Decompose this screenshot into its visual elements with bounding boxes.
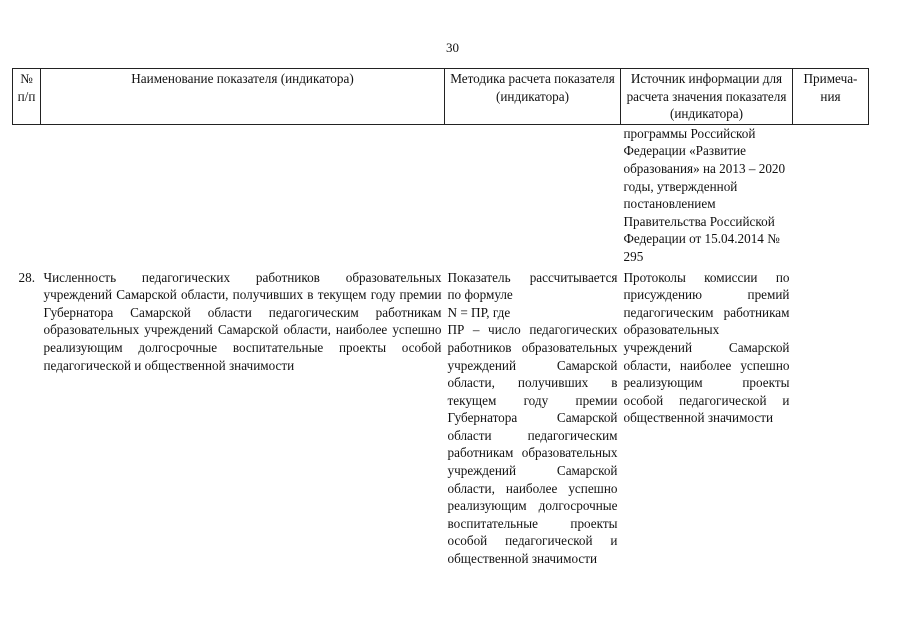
header-notes: Примеча-ния <box>793 69 869 125</box>
cell-notes <box>793 269 869 568</box>
cell-calculation-method <box>445 269 621 568</box>
table-row-continuation <box>13 124 869 268</box>
header-information-source: Источник информации для расчета значения показателя (индикатора) <box>621 69 793 125</box>
cell-empty <box>13 124 41 268</box>
page-number: 30 <box>446 40 459 55</box>
table-header <box>13 69 869 125</box>
table-row-28 <box>13 269 869 568</box>
cell-indicator-name: Численность педагогических работников образовательных учреждений Самарской области, получивших в текущем году премии Губернатора Самарской области педагогическим работникам образовательных учреждений Самарской области, наиболее успешно реализующим долгосрочные воспитательные проекты особой педагогической и общественной значимости <box>43 269 442 373</box>
method-intro: Показатель рассчитывается по формуле <box>447 269 618 303</box>
cell-empty <box>445 124 621 268</box>
method-definition: ПР – число педагогических работников образовательных учреждений Самарской области, получивших в текущем году премии Губернатора Самарской области педагогическим работникам образовательных учреждений Самарской области, наиболее успешно реализующим долгосрочные воспитательные проекты особой педагогической и общественной значимости <box>447 322 618 567</box>
table-body <box>13 124 869 567</box>
cell-information-source: Протоколы комиссии по присуждению премий педагогическим работникам образовательных учреждений Самарской области, наиболее успешно реализующим проекты особой педагогической и общественной значимости <box>623 269 790 426</box>
method-formula: N = ПР, где <box>447 304 511 320</box>
header-number: № п/п <box>13 69 41 125</box>
header-indicator-name: Наименование показателя (индикатора) <box>41 69 445 125</box>
cell-row-number: 28. <box>18 269 35 285</box>
cell-empty <box>793 124 869 268</box>
cell-source-continuation: программы Российской Федерации «Развитие образования» на 2013 – 2020 годы, утвержденной постановлением Правительства Российской Федерации от 15.04.2014 № 295 <box>623 125 786 264</box>
cell-empty <box>41 124 445 268</box>
header-calculation-method: Методика расчета показателя (индикатора) <box>445 69 621 125</box>
indicator-table <box>12 68 869 568</box>
header-row <box>13 69 869 125</box>
